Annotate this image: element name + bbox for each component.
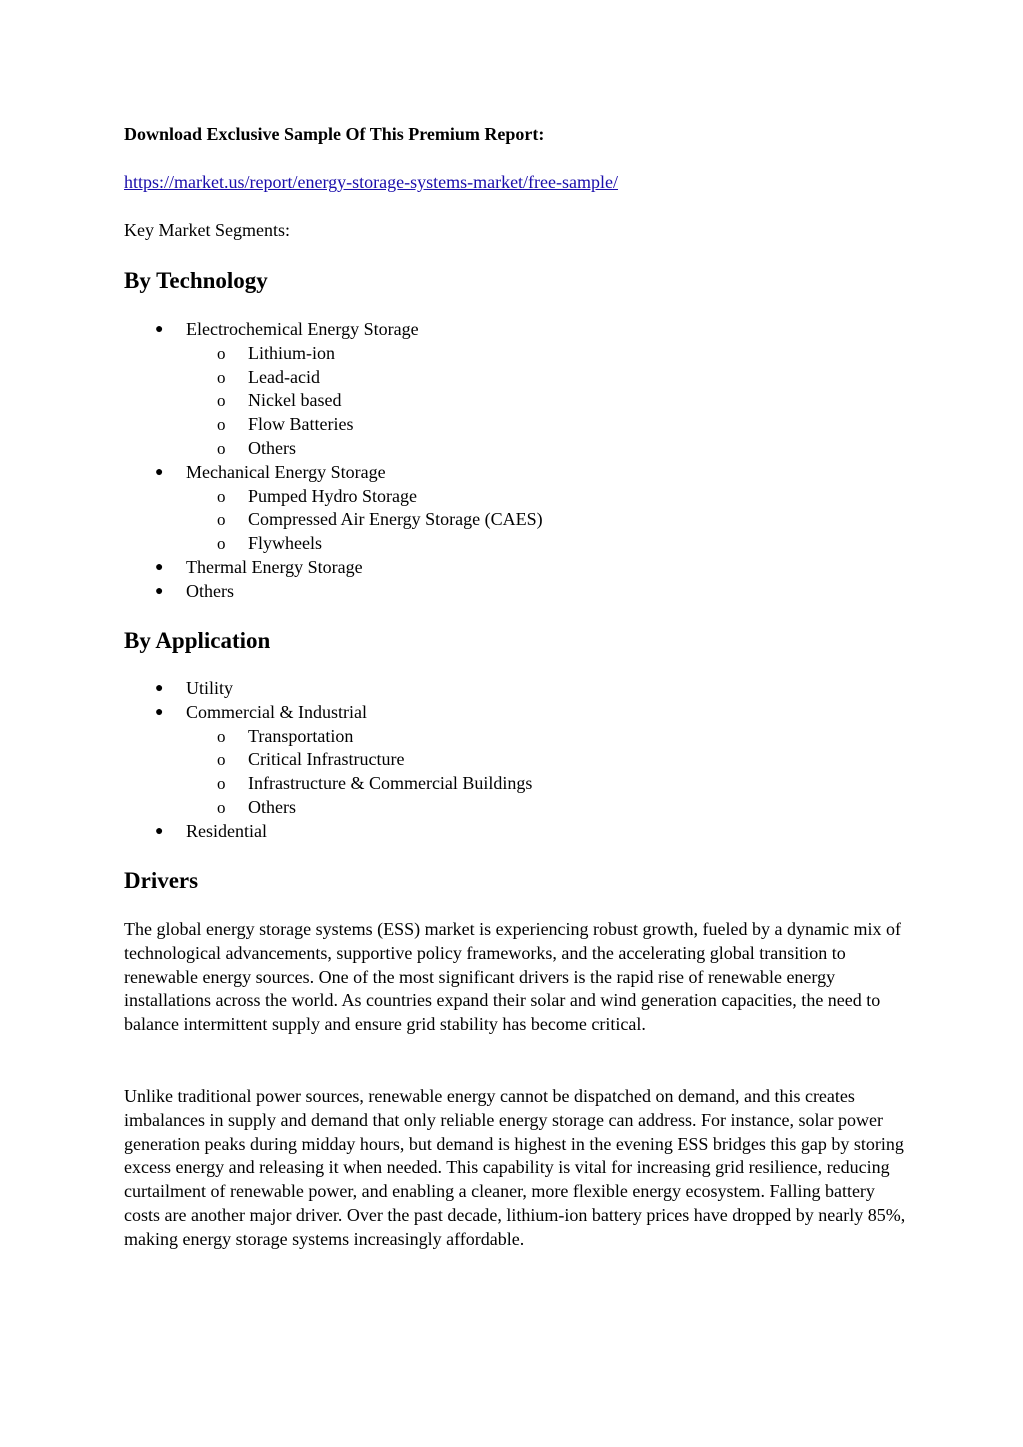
list-item — [124, 556, 543, 580]
application-heading: By Application — [124, 628, 271, 653]
list-item — [186, 342, 543, 366]
list-item-label: Transportation — [248, 725, 354, 746]
bullet-icon: ● — [155, 464, 164, 480]
list-item — [186, 389, 543, 413]
circle-bullet-icon: o — [217, 391, 226, 411]
list-item-label: Flow Batteries — [248, 414, 354, 435]
list-item — [186, 772, 532, 796]
list-item — [186, 748, 532, 772]
drivers-paragraph: The global energy storage systems (ESS) market is experiencing robust growth, fueled by a dynamic mix of technological advancements, supportive policy frameworks, and the accelerating global transition to renewable energy sources. One of the most significant drivers is the rapid rise of renewable energy installations across the world. As countries expand their solar and wind generation capacities, the need to balance intermittent supply and ensure grid stability has become critical. — [124, 919, 901, 1035]
list-item — [186, 485, 543, 509]
list-item-label: Others — [186, 580, 234, 601]
circle-bullet-icon: o — [217, 726, 226, 746]
circle-bullet-icon: o — [217, 438, 226, 458]
list-item — [186, 366, 543, 390]
list-item-label: Lead-acid — [248, 366, 320, 387]
circle-bullet-icon: o — [217, 750, 226, 770]
bullet-icon: ● — [155, 583, 164, 599]
circle-bullet-icon: o — [217, 367, 226, 387]
list-item-label: Critical Infrastructure — [248, 749, 405, 770]
list-item — [186, 725, 532, 749]
bullet-icon: ● — [155, 559, 164, 575]
list-item-label: Nickel based — [248, 390, 342, 411]
technology-list — [124, 318, 543, 604]
circle-bullet-icon: o — [217, 774, 226, 794]
list-item — [186, 413, 543, 437]
free-sample-link[interactable]: https://market.us/report/energy-storage-systems-market/free-sample/ — [124, 172, 619, 192]
list-item-label: Compressed Air Energy Storage (CAES) — [248, 509, 543, 530]
list-item — [124, 677, 532, 701]
technology-heading: By Technology — [124, 268, 268, 293]
list-item-label: Electrochemical Energy Storage — [186, 319, 419, 339]
drivers-paragraph: Unlike traditional power sources, renewable energy cannot be dispatched on demand, and this creates imbalances in supply and demand that only reliable energy storage can address. For instance, solar power generation peaks during midday hours, but demand is highest in the evening ESS bridges this gap by storing excess energy and releasing it when needed. This capability is vital for increasing grid resilience, reducing curtailment of renewable power, and enabling a cleaner, more flexible energy ecosystem. Falling battery costs are another major driver. Over the past decade, lithium-ion battery prices have dropped by nearly 85%, making energy storage systems increasingly affordable. — [124, 1086, 906, 1249]
list-item-label: Infrastructure & Commercial Buildings — [248, 773, 533, 794]
list-item-label: Mechanical Energy Storage — [186, 461, 386, 482]
sub-list — [186, 342, 543, 461]
application-list — [124, 677, 532, 844]
bullet-icon: ● — [155, 681, 164, 696]
list-item-label: Others — [248, 437, 296, 458]
list-item — [124, 461, 543, 556]
list-item — [124, 580, 543, 604]
bullet-icon: ● — [155, 823, 164, 839]
key-market-segments-label: Key Market Segments: — [124, 220, 290, 240]
list-item — [124, 701, 532, 820]
bullet-icon: ● — [155, 322, 164, 337]
sample-download-heading: Download Exclusive Sample Of This Premium Report: — [124, 124, 545, 144]
sub-list — [186, 725, 532, 820]
circle-bullet-icon: o — [217, 415, 226, 435]
list-item — [124, 318, 543, 461]
list-item — [186, 796, 532, 820]
list-item-label: Commercial & Industrial — [186, 701, 367, 722]
bullet-icon: ● — [155, 704, 164, 720]
drivers-heading: Drivers — [124, 868, 199, 893]
list-item-label: Residential — [186, 820, 267, 841]
list-item-label: Thermal Energy Storage — [186, 556, 363, 577]
list-item-label: Others — [248, 796, 296, 817]
circle-bullet-icon: o — [217, 797, 226, 817]
list-item-label: Flywheels — [248, 533, 322, 554]
list-item — [186, 437, 543, 461]
list-item — [186, 532, 543, 556]
circle-bullet-icon: o — [217, 486, 226, 506]
circle-bullet-icon: o — [217, 534, 226, 554]
list-item — [124, 820, 532, 844]
list-item-label: Utility — [186, 678, 234, 698]
list-item — [186, 508, 543, 532]
list-item-label: Pumped Hydro Storage — [248, 485, 417, 506]
sub-list — [186, 485, 543, 556]
circle-bullet-icon: o — [217, 343, 226, 363]
circle-bullet-icon: o — [217, 510, 226, 530]
list-item-label: Lithium-ion — [248, 342, 335, 363]
